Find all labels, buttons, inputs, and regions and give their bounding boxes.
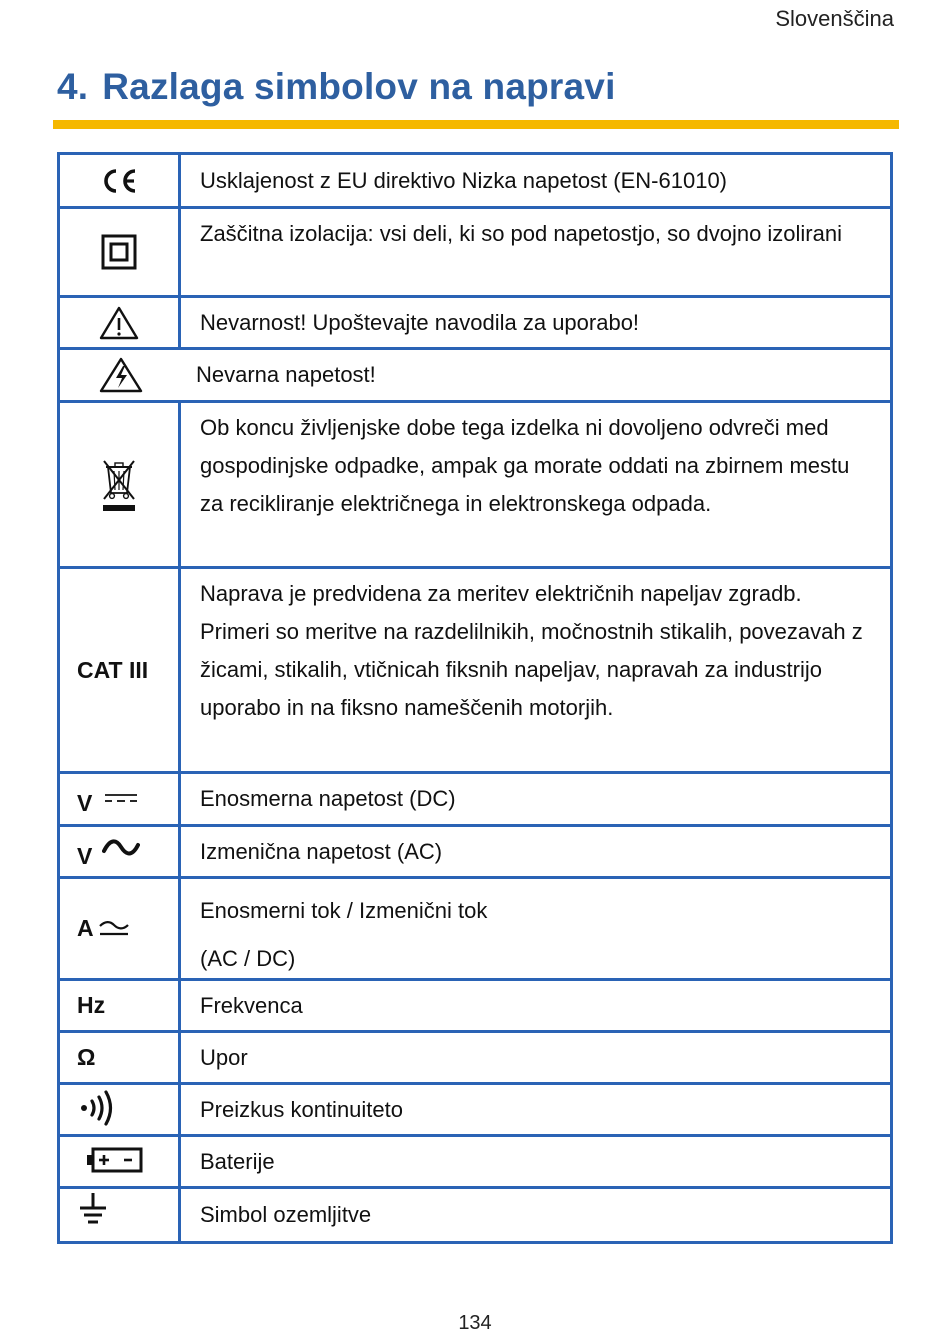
high-voltage-icon (98, 356, 144, 394)
description-cell: Ob koncu življenjske dobe tega izdelka ni dovoljeno odvreči med gospodinjske odpadke, ampak ga morate oddati na zbirnem mestu za recikliranje električnega in elektronskega odpada. (200, 415, 850, 516)
battery-icon (86, 1146, 144, 1174)
symbol-cell (60, 1137, 181, 1186)
symbol-cell (60, 350, 181, 400)
description-cell: Upor (200, 1044, 248, 1070)
title-underline (53, 120, 899, 129)
table-row (60, 209, 890, 298)
dc-icon (104, 792, 138, 806)
table-row (60, 827, 890, 879)
table-row (60, 1189, 890, 1241)
double-insulation-icon (101, 234, 137, 270)
symbol-cell (60, 298, 181, 347)
table-row (60, 403, 890, 569)
section-title-text: Razlaga simbolov na napravi (102, 66, 616, 107)
ground-icon (77, 1191, 109, 1231)
description-cell: Preizkus kontinuiteto (200, 1096, 403, 1122)
symbol-cell (60, 569, 181, 771)
description-cell: Simbol ozemljitve (200, 1202, 372, 1227)
table-row (60, 1137, 890, 1189)
symbol-cell (60, 774, 181, 824)
ac-dc-icon (98, 919, 130, 939)
symbol-cell (60, 1189, 181, 1241)
description-cell: Usklajenost z EU direktivo Nizka napetost (EN-61010) (200, 167, 728, 193)
description-cell: Zaščitna izolacija: vsi deli, ki so pod napetostjo, so dvojno izolirani (200, 221, 842, 246)
frequency-label: Hz (77, 992, 106, 1018)
symbol-cell (60, 879, 181, 978)
section-title (57, 66, 616, 108)
symbol-cell (60, 981, 181, 1030)
page-number: 134 (458, 1312, 492, 1334)
table-row (60, 1033, 890, 1085)
section-number: 4. (57, 66, 89, 107)
voltage-label: V (77, 790, 93, 816)
table-row (60, 1085, 890, 1137)
table-row (60, 569, 890, 774)
symbol-cell (60, 1033, 181, 1082)
symbol-cell (60, 403, 181, 566)
ce-mark-icon (99, 166, 139, 196)
description-cell: Enosmerna napetost (DC) (200, 786, 456, 811)
current-label: A (77, 915, 94, 941)
table-row (60, 298, 890, 350)
symbol-table (57, 152, 893, 1244)
table-row (60, 774, 890, 827)
ohm-label: Ω (77, 1044, 96, 1070)
symbol-cell (60, 1085, 181, 1134)
language-label: Slovenščina (775, 6, 894, 31)
warning-triangle-icon (98, 305, 140, 341)
description-cell: Nevarna napetost! (196, 362, 376, 387)
description-line: (AC / DC) (200, 946, 296, 971)
voltage-label: V (77, 843, 93, 869)
table-row (60, 981, 890, 1033)
description-cell: Frekvenca (200, 992, 303, 1018)
weee-bin-icon (99, 457, 139, 513)
description-line: Enosmerni tok / Izmenični tok (200, 898, 488, 923)
description-cell: Izmenična napetost (AC) (200, 838, 443, 864)
symbol-cell (60, 155, 181, 206)
table-row (60, 155, 890, 209)
continuity-beep-icon (77, 1089, 121, 1127)
ac-icon (102, 837, 140, 859)
symbol-cell (60, 209, 181, 295)
description-cell (181, 879, 890, 978)
symbol-cell (60, 827, 181, 876)
table-row (60, 350, 890, 403)
description-cell: Naprava je predvidena za meritev električnih napeljav zgradb. Primeri so meritve na razdelilnikih, močnostnih stikalih, povezavah z žicami, stikalih, vtičnicah fiksnih napeljav, napravah za industrijo uporabo in na fiksno nameščenih motorjih. (200, 581, 863, 720)
description-cell: Baterije (200, 1148, 275, 1174)
description-cell: Nevarnost! Upoštevajte navodila za uporabo! (200, 309, 640, 335)
table-row (60, 879, 890, 981)
cat-iii-label: CAT III (77, 656, 149, 683)
